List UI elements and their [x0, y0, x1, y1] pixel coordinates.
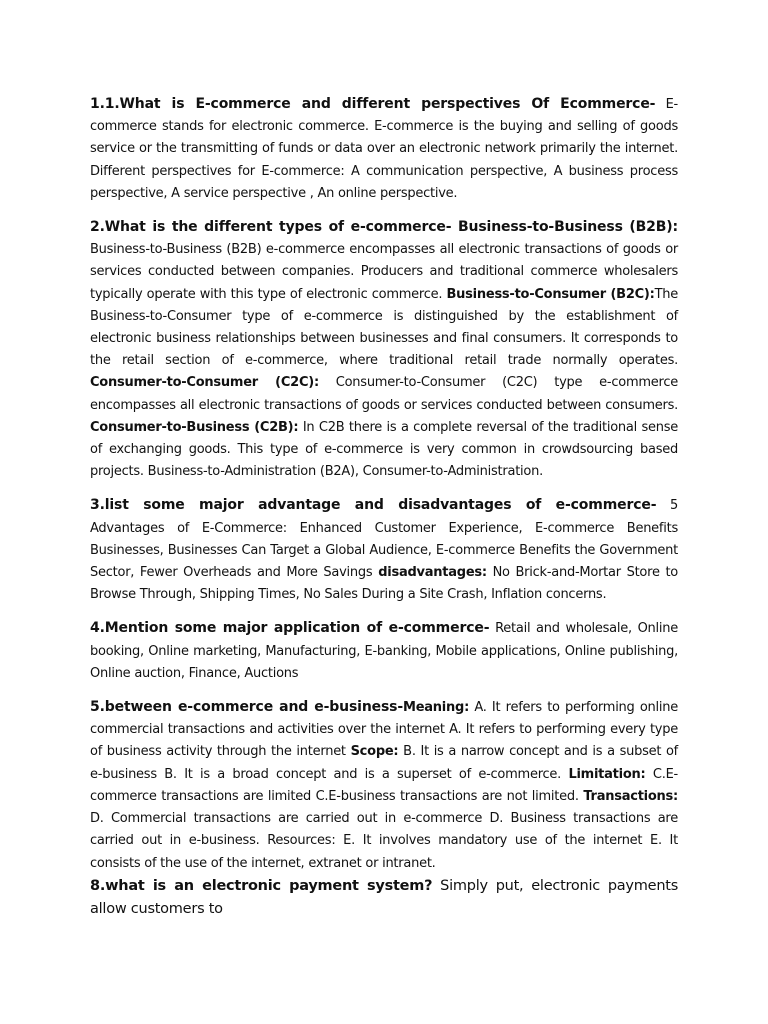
transactions-text: D. Commercial transactions are carried out in e-commerce D. Business transactions are carried out in e-business. Resources: E. It involves mandatory use of the internet E. It consists of the use of the internet, extranet or intranet.	[90, 811, 678, 871]
section-5	[90, 696, 678, 875]
transactions-term: Transactions:	[583, 788, 678, 804]
section-8-body: Simply put, electronic payments allow customers to	[90, 877, 678, 917]
section-8-heading: 8.what is an electronic payment system?	[90, 877, 433, 894]
meaning-term: Meaning:	[403, 700, 470, 716]
c2c-term: Consumer-to-Consumer (C2C):	[90, 375, 319, 391]
section-4-body: Retail and wholesale, Online booking, Online marketing, Manufacturing, E-banking, Mobile applications, Online publishing, Online auction, Finance, Auctions	[90, 621, 679, 681]
disadvantages-term: disadvantages:	[378, 565, 487, 581]
disadvantages-text: No Brick-and-Mortar Store to Browse Through, Shipping Times, No Sales During a Site Crash, Inflation concerns.	[90, 565, 679, 603]
limitation-text: C.E-commerce transactions are limited C.E-business transactions are not limited.	[90, 766, 678, 804]
c2c-text: Consumer-to-Consumer (C2C) type e-commerce encompasses all electronic transactions of goods or services conducted between consumers.	[90, 375, 678, 413]
section-3	[90, 494, 678, 606]
b2c-term: Business-to-Consumer (B2C):	[446, 286, 655, 302]
section-1-heading: 1.1.What is E-commerce and different perspectives Of Ecommerce-	[90, 96, 656, 112]
b2b-text: Business-to-Business (B2B) e-commerce encompasses all electronic transactions of goods or services conducted between companies. Producers and traditional commerce wholesalers typically operate with this type of electronic commerce.	[90, 242, 678, 302]
meaning-text: A. It refers to performing online commercial transactions and activities over the internet A. It refers to performing every type of business activity through the internet	[90, 700, 679, 760]
b2c-text: The Business-to-Consumer type of e-commerce is distinguished by the establishment of electronic business relationships between businesses and final consumers. It corresponds to the retail section of e-commerce, where traditional retail trade normally operates.	[90, 286, 679, 369]
c2b-term: Consumer-to-Business (C2B):	[90, 419, 299, 435]
section-4	[90, 617, 678, 685]
scope-term: Scope:	[350, 744, 399, 760]
section-3-heading: 3.list some major advantage and disadvantages of e-commerce-	[90, 497, 657, 514]
limitation-term: Limitation:	[568, 766, 646, 782]
document-page	[90, 93, 678, 932]
section-5-heading: 5.between e-commerce and e-business-	[90, 699, 404, 716]
section-1	[90, 93, 678, 205]
section-2	[90, 216, 678, 483]
section-2-heading: 2.What is the different types of e-commerce- Business-to-Business (B2B):	[90, 219, 678, 236]
advantages-text: 5 Advantages of E-Commerce: Enhanced Customer Experience, E-commerce Benefits Businesses, Businesses Can Target a Global Audience, E-commerce Benefits the Government Sector, Fewer Overheads and More Savings	[90, 498, 679, 581]
section-1-body: E-commerce stands for electronic commerce. E-commerce is the buying and selling of goods service or the transmitting of funds or data over an electronic network primarily the internet. Different perspectives for E-commerce: A communication perspective, A business process perspective, A service perspective , An online perspective.	[90, 97, 678, 201]
section-8	[90, 875, 678, 921]
c2b-text: In C2B there is a complete reversal of the traditional sense of exchanging goods. This type of e-commerce is very common in crowdsourcing based projects. Business-to-Administration (B2A), Consumer-to-Administration.	[90, 419, 678, 480]
section-4-heading: 4.Mention some major application of e-commerce-	[90, 620, 490, 637]
scope-text: B. It is a narrow concept and is a subset of e-business B. It is a broad concept and is a superset of e-commerce.	[90, 744, 678, 782]
